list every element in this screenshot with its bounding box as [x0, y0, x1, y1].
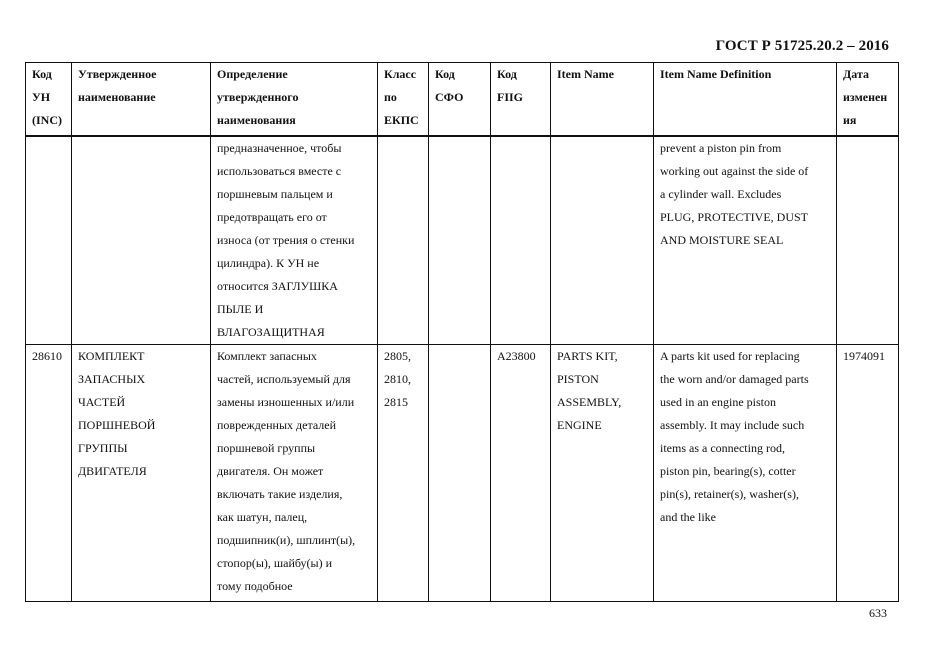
- cell-change-date: 1974091: [837, 345, 899, 602]
- cell-definition: предназначенное, чтобы использоваться вместе с поршневым пальцем и предотвращать его от износа (от трения о стенки цилиндра). К УН не относится ЗАГЛУШКА ПЫЛЕ И ВЛАГОЗАЩИТНАЯ: [211, 136, 378, 345]
- cell-approved-name: [72, 136, 211, 345]
- cell-approved-name: КОМПЛЕКТ ЗАПАСНЫХ ЧАСТЕЙ ПОРШНЕВОЙ ГРУППЫ ДВИГАТЕЛЯ: [72, 345, 211, 602]
- col-header-item-name-definition: Item Name Definition: [654, 63, 837, 137]
- col-header-item-name: Item Name: [551, 63, 654, 137]
- cell-ekps-class: 2805, 2810, 2815: [378, 345, 429, 602]
- cell-inc: 28610: [26, 345, 72, 602]
- cell-sfo-code: [429, 136, 491, 345]
- col-header-inc: Код УН (INC): [26, 63, 72, 137]
- col-header-change-date: Дата изменен ия: [837, 63, 899, 137]
- cell-item-name-definition: prevent a piston pin from working out against the side of a cylinder wall. Excludes PLUG, PROTECTIVE, DUST AND MOISTURE SEAL: [654, 136, 837, 345]
- col-header-ekps-class: Класс по ЕКПС: [378, 63, 429, 137]
- cell-item-name: PARTS KIT, PISTON ASSEMBLY, ENGINE: [551, 345, 654, 602]
- cell-fiig-code: [491, 136, 551, 345]
- cell-item-name: [551, 136, 654, 345]
- cell-sfo-code: [429, 345, 491, 602]
- page-number: 633: [869, 606, 887, 620]
- table-row: [26, 136, 899, 345]
- cell-change-date: [837, 136, 899, 345]
- catalog-table: [25, 62, 899, 602]
- col-header-sfo-code: Код СФО: [429, 63, 491, 137]
- cell-definition: Комплект запасных частей, используемый для замены изношенных и/или поврежденных деталей поршневой группы двигателя. Он может включать такие изделия, как шатун, палец, подшипник(и), шплинт(ы), стопор(ы), шайбу(ы) и тому подобное: [211, 345, 378, 602]
- cell-inc: [26, 136, 72, 345]
- table-header-row: [26, 63, 899, 137]
- col-header-definition: Определение утвержденного наименования: [211, 63, 378, 137]
- cell-item-name-definition: A parts kit used for replacing the worn and/or damaged parts used in an engine piston assembly. It may include such items as a connecting rod, piston pin, bearing(s), cotter pin(s), retainer(s), washer(s), and the like: [654, 345, 837, 602]
- document-standard-header: ГОСТ Р 51725.20.2 – 2016: [715, 38, 889, 54]
- cell-fiig-code: A23800: [491, 345, 551, 602]
- col-header-approved-name: Утвержденное наименование: [72, 63, 211, 137]
- table-row: [26, 345, 899, 602]
- col-header-fiig-code: Код FIIG: [491, 63, 551, 137]
- cell-ekps-class: [378, 136, 429, 345]
